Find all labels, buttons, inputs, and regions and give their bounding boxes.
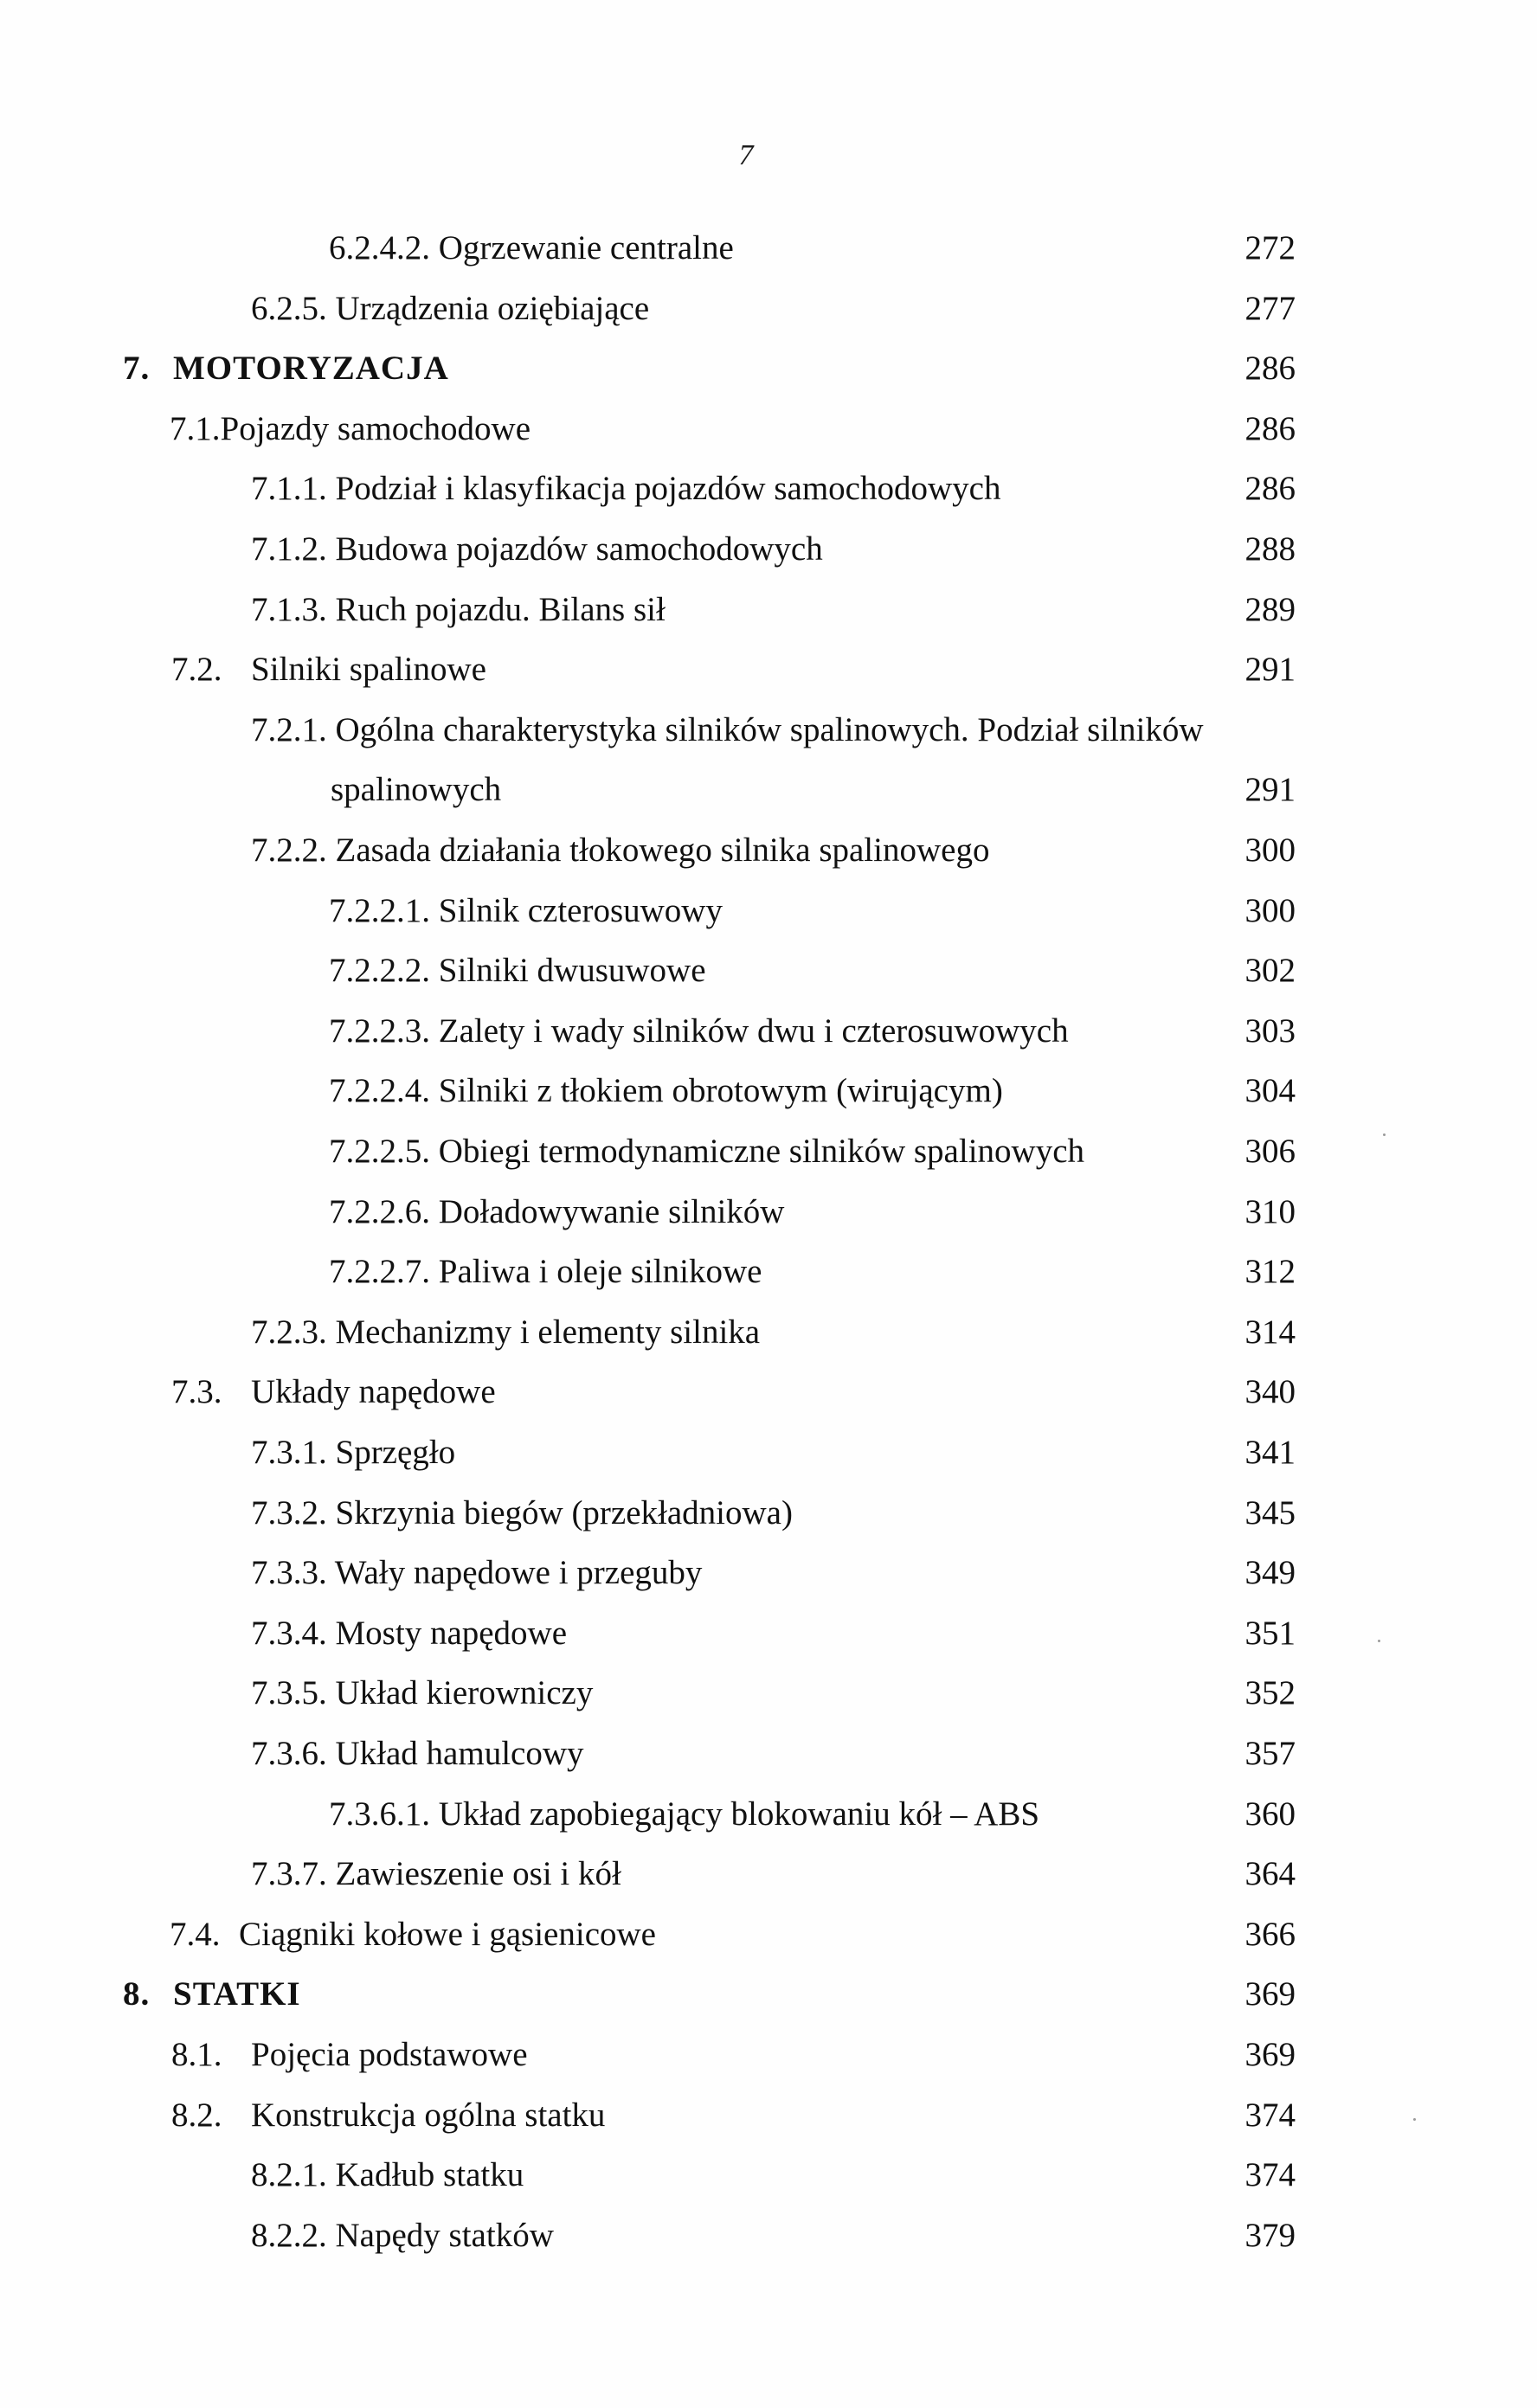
toc-row [0, 768, 1537, 812]
toc-row [0, 1311, 1537, 1354]
toc-page-number: 288 [1244, 530, 1296, 568]
toc-section-title: Pojęcia podstawowe [251, 2036, 528, 2073]
toc-row [0, 1732, 1537, 1775]
toc-row [0, 1130, 1537, 1173]
toc-section-number: 7.2.2.4. [329, 1072, 430, 1109]
toc-page-number: 345 [1244, 1494, 1296, 1531]
toc-section-title: Silniki z tłokiem obrotowym (wirującym) [438, 1072, 1003, 1109]
toc-page-number: 340 [1244, 1373, 1296, 1410]
toc-entry [251, 1492, 793, 1535]
toc-section-title: Napędy statków [335, 2217, 554, 2254]
toc-page-number: 303 [1244, 1012, 1296, 1050]
toc-section-title: Silnik czterosuwowy [438, 892, 723, 929]
toc-section-number: 7.2.2. [251, 832, 327, 869]
toc-entry [251, 528, 823, 571]
toc-entry [251, 2214, 554, 2257]
toc-section-title: Układ kierowniczy [335, 1674, 594, 1711]
toc-section-number: 8.2.2. [251, 2217, 327, 2254]
toc-row [0, 588, 1537, 632]
toc-entry [329, 949, 706, 992]
toc-section-title: Budowa pojazdów samochodowych [335, 530, 823, 568]
toc-section-number: 7.3. [171, 1373, 222, 1410]
toc-page-number: 300 [1244, 892, 1296, 929]
toc-row [0, 1069, 1537, 1113]
toc-section-number: 7.3.6. [251, 1735, 327, 1772]
toc-section-title: Skrzynia biegów (przekładniowa) [335, 1494, 793, 1531]
toc-entry [329, 1010, 1069, 1053]
toc-entry [329, 1250, 762, 1294]
toc-section-number: 7.1.2. [251, 530, 327, 568]
toc-entry [251, 287, 649, 331]
toc-section-number: 6.2.4.2. [329, 229, 430, 266]
toc-entry [170, 408, 531, 451]
scan-speck [1378, 1640, 1380, 1642]
toc-section-title: Sprzęgło [335, 1434, 456, 1471]
toc-page-number: 314 [1244, 1313, 1296, 1351]
toc-entry [329, 227, 734, 270]
toc-entry [251, 2154, 524, 2197]
toc-section-title: Ciągniki kołowe i gąsienicowe [239, 1916, 656, 1953]
toc-page-number: 272 [1244, 229, 1296, 266]
toc-row [0, 2214, 1537, 2257]
toc-row [0, 1371, 1537, 1414]
toc-section-number: 6.2.5. [251, 290, 327, 327]
toc-page-number: 304 [1244, 1072, 1296, 1109]
toc-entry [251, 1672, 593, 1715]
toc-page-number: 312 [1244, 1253, 1296, 1290]
toc-section-title: MOTORYZACJA [173, 350, 449, 387]
toc-section-title: Doładowywanie silników [438, 1193, 785, 1230]
toc-entry [251, 1431, 455, 1474]
toc-row [0, 1551, 1537, 1595]
toc-section-title: Silniki dwusuwowe [438, 952, 706, 989]
toc-page-number: 341 [1244, 1434, 1296, 1471]
toc-section-title: Mosty napędowe [335, 1615, 568, 1652]
toc-entry [251, 1551, 702, 1595]
toc-page-number: 291 [1244, 771, 1296, 808]
toc-row [0, 1250, 1537, 1294]
toc-row [0, 1492, 1537, 1535]
toc-row [0, 227, 1537, 270]
toc-section-title: Konstrukcja ogólna statku [251, 2097, 606, 2134]
toc-section-title: Zalety i wady silników dwu i czterosuwowych [438, 1012, 1069, 1050]
toc-entry [329, 1130, 1084, 1173]
toc-entry [329, 1191, 784, 1234]
toc-section-number: 7.2.2.3. [329, 1012, 430, 1050]
toc-section-number: 7.1. [170, 410, 221, 447]
toc-row [0, 949, 1537, 992]
toc-section-number: 7.3.4. [251, 1615, 327, 1652]
toc-page-number: 374 [1244, 2156, 1296, 2193]
toc-page-number: 289 [1244, 591, 1296, 628]
toc-row [0, 2094, 1537, 2137]
toc-page-number: 277 [1244, 290, 1296, 327]
toc-section-title: Obiegi termodynamiczne silników spalinowych [438, 1133, 1085, 1170]
toc-row [0, 408, 1537, 451]
toc-row [0, 1672, 1537, 1715]
toc-row [0, 1612, 1537, 1655]
toc-section-title: Pojazdy samochodowe [220, 410, 531, 447]
toc-section-number: 7.2.2.7. [329, 1253, 430, 1290]
toc-section-title: Paliwa i oleje silnikowe [438, 1253, 762, 1290]
toc-page-number: 310 [1244, 1193, 1296, 1230]
toc-section-number: 7.3.5. [251, 1674, 327, 1711]
toc-entry [251, 1853, 621, 1896]
toc-page-number: 364 [1244, 1855, 1296, 1892]
toc-section-number: 7.3.6.1. [329, 1795, 430, 1833]
toc-section-number: 7.2.1. [251, 711, 327, 748]
toc-section-number: 7.4. [170, 1916, 221, 1953]
toc-chapter-row [0, 347, 1537, 390]
toc-page-number: 357 [1244, 1735, 1296, 1772]
scan-speck [1413, 2118, 1416, 2121]
toc-section-title: Podział i klasyfikacja pojazdów samochodowych [335, 470, 1001, 507]
toc-section-number: 7.1.3. [251, 591, 327, 628]
toc-page-number: 286 [1244, 350, 1296, 387]
toc-page-number: 286 [1244, 470, 1296, 507]
toc-section-title: Zasada działania tłokowego silnika spalinowego [335, 832, 990, 869]
toc-section-number: 7. [123, 350, 151, 387]
toc-section-title: Ogrzewanie centralne [438, 229, 734, 266]
toc-section-number: 7.2.2.5. [329, 1133, 430, 1170]
toc-row [0, 1853, 1537, 1896]
toc-section-title: Ruch pojazdu. Bilans sił [335, 591, 666, 628]
toc-row [0, 709, 1537, 752]
toc-entry [251, 467, 1000, 510]
toc-page-number: 352 [1244, 1674, 1296, 1711]
toc-page-number: 374 [1244, 2097, 1296, 2134]
toc-entry [251, 829, 989, 872]
toc-section-number: 7.2.2.2. [329, 952, 430, 989]
toc-section-title: Silniki spalinowe [251, 651, 486, 688]
toc-section-number: 7.2.2.6. [329, 1193, 430, 1230]
scan-speck [1383, 1133, 1386, 1136]
toc-section-title: Zawieszenie osi i kół [335, 1855, 621, 1892]
toc-row [0, 829, 1537, 872]
toc-entry [251, 709, 1204, 752]
toc-page-number: 286 [1244, 410, 1296, 447]
toc-page-number: 302 [1244, 952, 1296, 989]
toc-section-title: Układy napędowe [251, 1373, 496, 1410]
toc-section-title: STATKI [173, 1975, 301, 2013]
toc-row [0, 467, 1537, 510]
toc-entry [251, 588, 666, 632]
toc-section-number: 7.3.1. [251, 1434, 327, 1471]
toc-page-number: 379 [1244, 2217, 1296, 2254]
toc-page-number: 369 [1244, 1975, 1296, 2013]
toc-page-number: 360 [1244, 1795, 1296, 1833]
toc-chapter-row [0, 1973, 1537, 2016]
toc-section-title: Mechanizmy i elementy silnika [335, 1313, 761, 1351]
toc-entry [251, 1311, 760, 1354]
toc-section-title: Wały napędowe i przeguby [334, 1554, 703, 1591]
toc-row [0, 1191, 1537, 1234]
toc-row [0, 287, 1537, 331]
toc-page-number: 369 [1244, 2036, 1296, 2073]
toc-section-number: 7.3.7. [251, 1855, 327, 1892]
toc-section-title: Układ zapobiegający blokowaniu kół – ABS [438, 1795, 1040, 1833]
toc-section-title: Układ hamulcowy [335, 1735, 584, 1772]
toc-row [0, 2154, 1537, 2197]
toc-page-number: 291 [1244, 651, 1296, 688]
toc-row [0, 1913, 1537, 1956]
toc-section-number: 7.3.3. [251, 1554, 327, 1591]
toc-section-number: 8. [123, 1975, 151, 2013]
toc-entry [329, 1069, 1003, 1113]
toc-row [0, 648, 1537, 691]
toc-row [0, 1431, 1537, 1474]
toc-section-number: 7.3.2. [251, 1494, 327, 1531]
toc-row [0, 889, 1537, 933]
toc-entry [251, 1612, 567, 1655]
toc-section-number: 8.1. [171, 2036, 222, 2073]
toc-page-number: 300 [1244, 832, 1296, 869]
toc-entry [329, 889, 723, 933]
toc-section-number: 8.2. [171, 2097, 222, 2134]
toc-section-number: 7.1.1. [251, 470, 327, 507]
page-number: 7 [738, 139, 754, 171]
toc-page-number: 349 [1244, 1554, 1296, 1591]
toc-entry [251, 1732, 584, 1775]
toc-row [0, 2033, 1537, 2077]
toc-entry [329, 1793, 1039, 1836]
toc-section-number: 8.2.1. [251, 2156, 327, 2193]
toc-section-title: Urządzenia oziębiające [335, 290, 650, 327]
toc-row [0, 1793, 1537, 1836]
toc-page-number: 306 [1244, 1133, 1296, 1170]
toc-row [0, 1010, 1537, 1053]
toc-section-title: Ogólna charakterystyka silników spalinowych. Podział silników [335, 711, 1204, 748]
toc-section-number: 7.2. [171, 651, 222, 688]
toc-section-title: spalinowych [331, 771, 502, 808]
toc-row [0, 528, 1537, 571]
toc-section-title: Kadłub statku [335, 2156, 524, 2193]
toc-section-number: 7.2.3. [251, 1313, 327, 1351]
toc-page-number: 351 [1244, 1615, 1296, 1652]
toc-page-number: 366 [1244, 1916, 1296, 1953]
toc-section-number: 7.2.2.1. [329, 892, 430, 929]
